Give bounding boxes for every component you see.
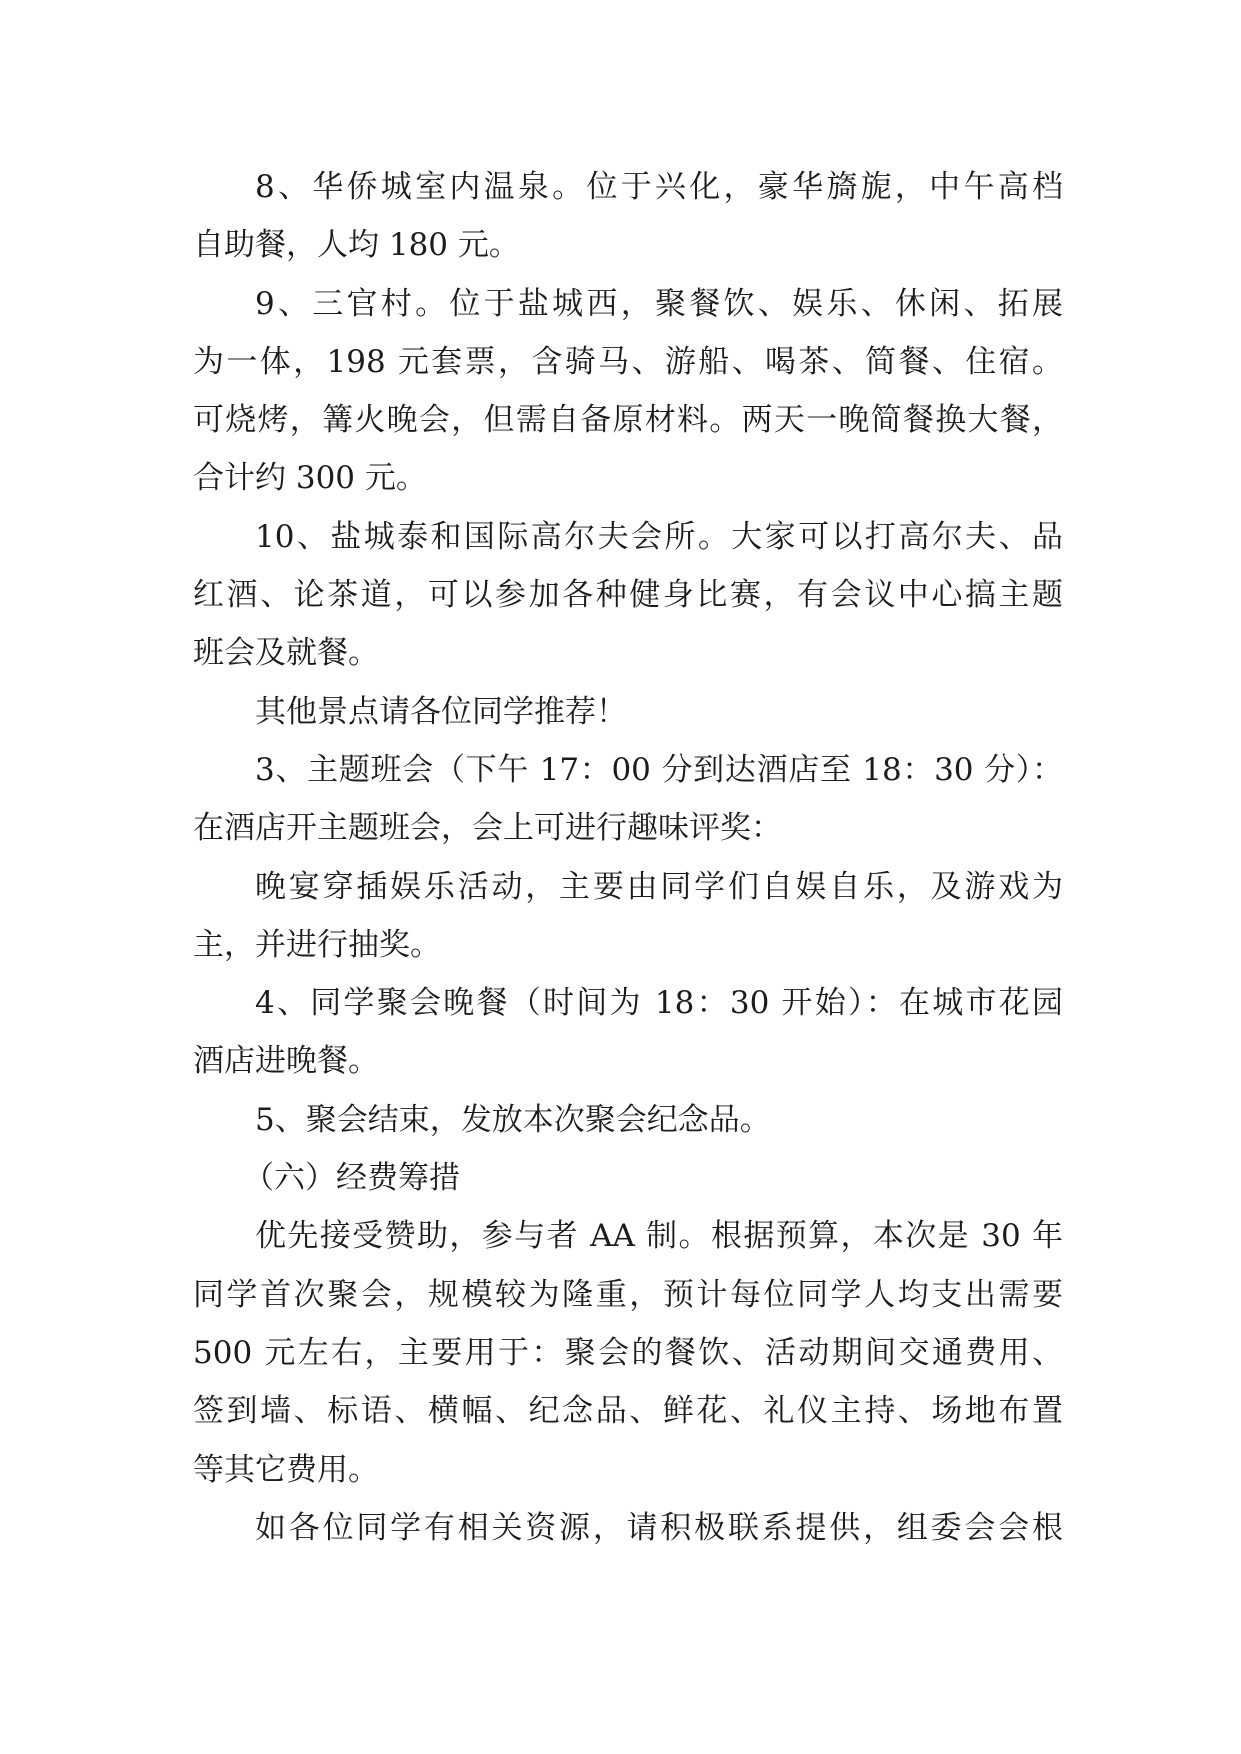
paragraph-line: 8、华侨城室内温泉。位于兴化，豪华旖旎，中午高档 <box>255 169 1063 205</box>
paragraph-line: 晚宴穿插娱乐活动，主要由同学们自娱自乐，及游戏为 <box>255 868 1063 905</box>
paragraph-line: 10、盐城泰和国际高尔夫会所。大家可以打高尔夫、品 <box>255 518 1063 555</box>
paragraph-line: 其他景点请各位同学推荐！ <box>255 693 627 730</box>
paragraph-line: 主，并进行抽奖。 <box>193 926 441 963</box>
paragraph-line: 在酒店开主题班会，会上可进行趣味评奖： <box>193 810 782 847</box>
paragraph-line: 合计约 300 元。 <box>193 460 427 497</box>
paragraph-line: 可烧烤，篝火晚会，但需自备原材料。两天一晚简餐换大餐， <box>193 402 1063 439</box>
paragraph-line: 优先接受赞助，参与者 AA 制。根据预算，本次是 30 年 <box>255 1218 1063 1255</box>
paragraph-line: 等其它费用。 <box>193 1451 379 1488</box>
document-body <box>193 158 1063 1557</box>
paragraph-line: 红酒、论茶道，可以参加各种健身比赛，有会议中心搞主题 <box>193 577 1063 614</box>
paragraph-line: 同学首次聚会，规模较为隆重，预计每位同学人均支出需要 <box>193 1276 1063 1313</box>
paragraph-line: 自助餐，人均 180 元。 <box>193 227 520 264</box>
paragraph-line: 为一体，198 元套票，含骑马、游船、喝茶、简餐、住宿。 <box>193 343 1063 380</box>
paragraph-line: 4、同学聚会晚餐（时间为 18：30 开始）：在城市花园 <box>255 985 1063 1022</box>
paragraph-line: 9、三官村。位于盐城西，聚餐饮、娱乐、休闲、拓展 <box>255 285 1063 322</box>
paragraph-line: 班会及就餐。 <box>193 635 379 672</box>
paragraph-line: 签到墙、标语、横幅、纪念品、鲜花、礼仪主持、场地布置 <box>193 1393 1063 1430</box>
paragraph-line: 酒店进晚餐。 <box>193 1043 379 1080</box>
section-heading: （六）经费筹措 <box>243 1160 460 1197</box>
paragraph-line: 如各位同学有相关资源，请积极联系提供，组委会会根 <box>255 1509 1063 1546</box>
paragraph-line: 3、主题班会（下午 17：00 分到达酒店至 18：30 分）： <box>255 751 1063 788</box>
paragraph-line: 500 元左右，主要用于：聚会的餐饮、活动期间交通费用、 <box>193 1334 1063 1371</box>
paragraph-line: 5、聚会结束，发放本次聚会纪念品。 <box>255 1101 771 1138</box>
